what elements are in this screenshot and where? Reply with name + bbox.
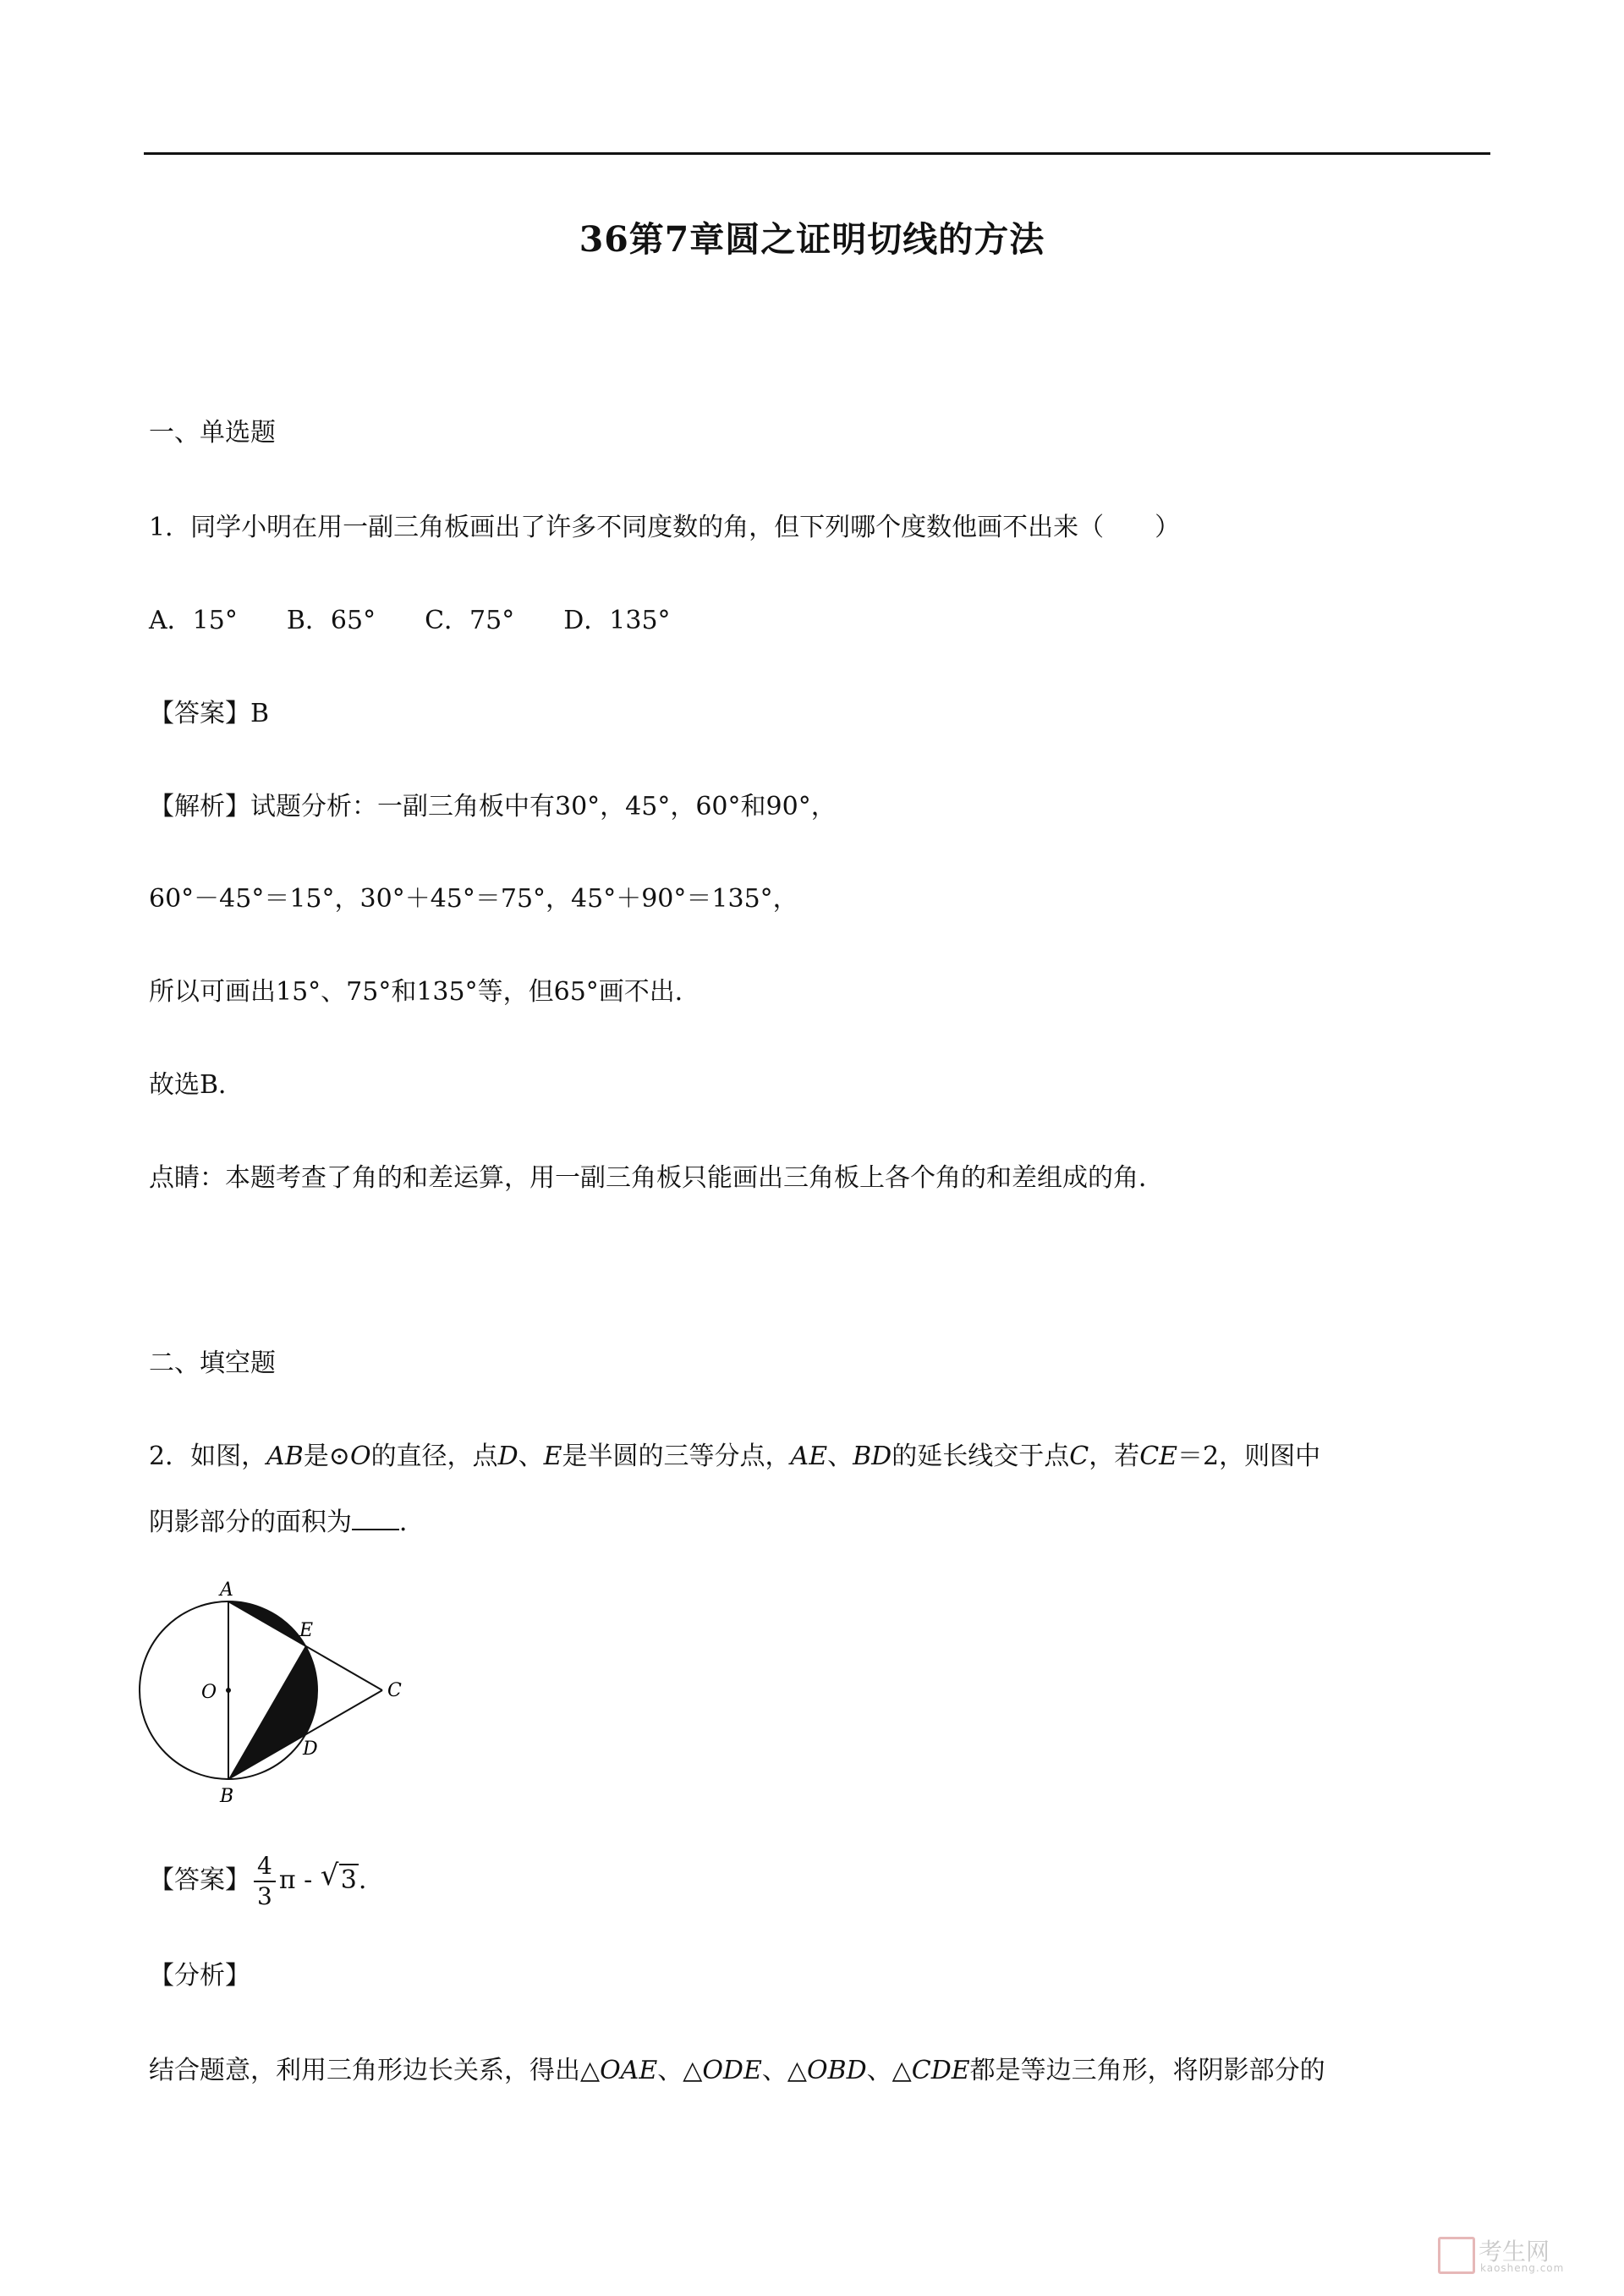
header-rule: [144, 152, 1490, 155]
q1-analysis-2: 60°－45°＝15°，30°＋45°＝75°，45°＋90°＝135°，: [149, 884, 798, 914]
answer-sqrt: √ 3: [320, 1859, 357, 1895]
option-a: A．15°: [149, 606, 238, 635]
q1-analysis-4: 故选B．: [149, 1070, 244, 1100]
answer-blank: [352, 1507, 399, 1530]
q1-answer: 【答案】B: [149, 699, 270, 728]
label-e: E: [299, 1620, 314, 1641]
label-d: D: [303, 1738, 318, 1760]
section2-heading: 二、填空题: [149, 1348, 276, 1378]
option-c: C．75°: [425, 606, 515, 635]
answer-fraction: $\frac{4}{3}$: [254, 1852, 276, 1911]
page-title: 36第7章圆之证明切线的方法: [579, 219, 1045, 260]
watermark-logo-icon: [1438, 2237, 1475, 2274]
q1-options: [149, 604, 720, 638]
watermark: 考生网 kaosheng.com: [1438, 2233, 1607, 2277]
q2-stem-line2: 阴影部分的面积为 ．: [149, 1508, 425, 1537]
q1-analysis-1: 【解析】试题分析：一副三角板中有30°，45°，60°和90°，: [149, 792, 837, 821]
label-a: A: [220, 1579, 233, 1601]
q1-stem: 1．同学小明在用一副三角板画出了许多不同度数的角，但下列哪个度数他画不出来（ ）: [149, 513, 1181, 542]
label-o: O: [201, 1682, 217, 1703]
q1-remark: 点睛：本题考查了角的和差运算，用一副三角板只能画出三角板上各个角的和差组成的角．: [149, 1163, 1164, 1193]
section1-heading: 一、单选题: [149, 418, 276, 448]
option-d: D．135°: [563, 606, 671, 635]
q2-analysis-text: 结合题意，利用三角形边长关系，得出△OAE、△ODE、△OBD、△CDE都是等边三角形，将阴影部分的: [149, 2056, 1325, 2085]
q2-answer: 【答案】 $\frac{4}{3}$ π - √ 3.: [149, 1852, 367, 1910]
q2-stem-line1: 2．如图，AB是⊙O的直径，点D、E是半圆的三等分点，AE、BD的延长线交于点C，若CE＝2，则图中: [149, 1442, 1321, 1471]
label-c: C: [387, 1680, 402, 1701]
label-b: B: [220, 1786, 234, 1805]
option-b: B．65°: [286, 606, 376, 635]
center-dot: [226, 1688, 231, 1693]
geometry-figure: [135, 1575, 406, 1805]
q2-analysis-label: 【分析】: [149, 1961, 250, 1991]
q1-analysis-3: 所以可画出15°、75°和135°等，但65°画不出．: [149, 977, 700, 1007]
